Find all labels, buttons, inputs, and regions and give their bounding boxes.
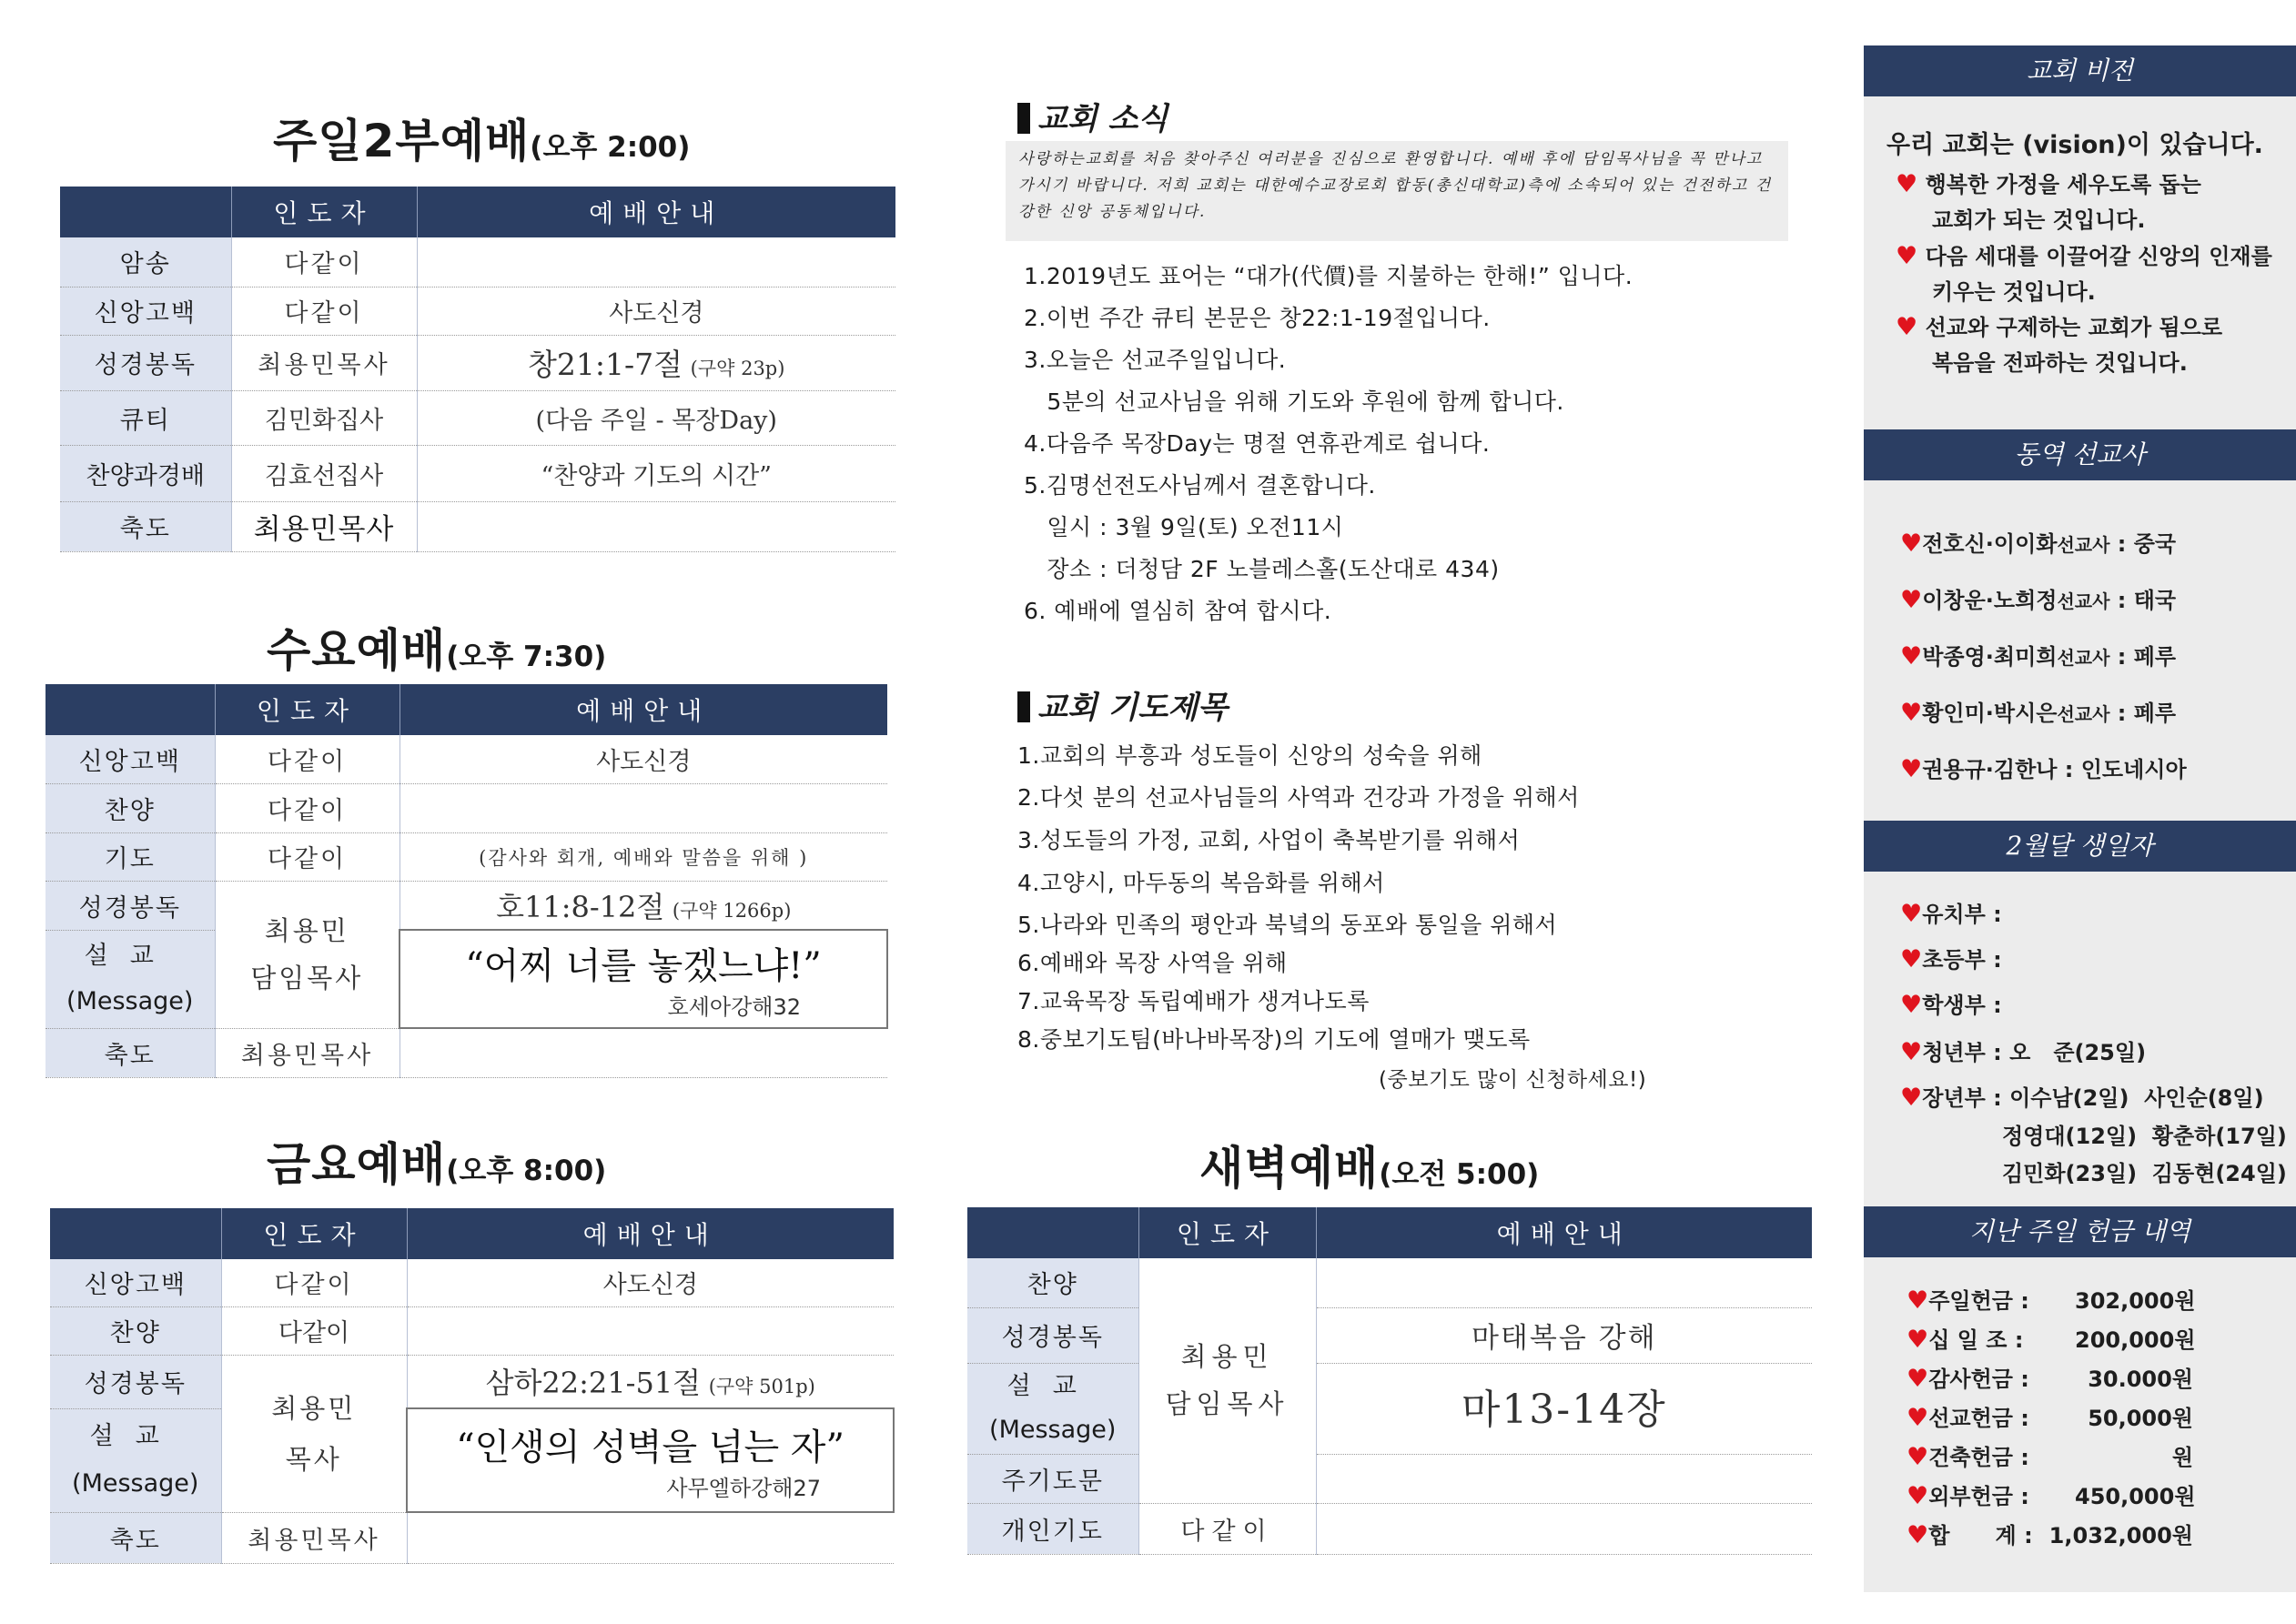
- table-header-row: [50, 1208, 894, 1259]
- heart-icon: ♥: [1900, 530, 1923, 558]
- prayer-item: 5.나라와 민족의 평안과 북녘의 동포와 통일을 위해서: [1017, 912, 1558, 938]
- heart-icon: ♥: [1896, 313, 1918, 341]
- heart-icon: ♥: [1907, 1286, 1929, 1315]
- vision-item-cont: 교회가 되는 것입니다.: [1932, 207, 2146, 233]
- vision-item-cont: 키우는 것입니다.: [1932, 279, 2096, 305]
- heart-icon: ♥: [1907, 1404, 1929, 1432]
- news-item: 5.김명선전도사님께서 결혼합니다.: [1024, 472, 1376, 499]
- birthday-item: ♥장년부 : 이수남(2일) 사인순(8일): [1900, 1084, 2264, 1112]
- birthday-item-cont: 김민화(23일) 김동현(24일): [2002, 1161, 2287, 1186]
- table-row: 축도 최용민목사: [50, 1512, 894, 1563]
- news-item: 6. 예배에 열심히 참여 합시다.: [1024, 598, 1332, 624]
- table-row: 성경봉독 최용민목사 창21:1-7절 (구약 23p): [60, 335, 895, 390]
- offering-label: ♥십 일 조 :: [1907, 1326, 2024, 1354]
- table-row: 성경봉독 최용민 담임목사 호11:8-12절 (구약 1266p): [46, 881, 887, 930]
- offering-label: ♥선교헌금 :: [1907, 1404, 2029, 1432]
- heart-icon: ♥: [1907, 1365, 1929, 1393]
- table-row: 축도 최용민목사: [46, 1028, 887, 1077]
- news-item: 2.이번 주간 큐티 본문은 창22:1-19절입니다.: [1024, 305, 1491, 331]
- heart-icon: ♥: [1907, 1443, 1929, 1471]
- table-row: 신앙고백 다같이 사도신경: [46, 735, 887, 783]
- table-row: 설교 (Message) 마13-14장: [967, 1363, 1812, 1454]
- prayer-item: 3.성도들의 가정, 교회, 사업이 축복받기를 위해서: [1017, 827, 1521, 853]
- offering-amount: 450,000원: [2075, 1484, 2196, 1509]
- missionary-item: ♥이창운·노희정선교사 : 태국: [1900, 586, 2177, 614]
- prayer-item: 6.예배와 목장 사역을 위해: [1017, 950, 1288, 976]
- heart-icon: ♥: [1900, 900, 1923, 928]
- table-row: 주기도문: [967, 1454, 1812, 1503]
- vision-item: ♥ 다음 세대를 이끌어갈 신앙의 인재를: [1896, 242, 2272, 270]
- dawn-title: 새벽예배(오전 5:00): [1199, 1142, 1540, 1195]
- missionary-item: ♥권용규·김한나 : 인도네시아: [1900, 755, 2187, 783]
- missionaries-heading: 동역 선교사: [1864, 429, 2296, 480]
- vision-heading: 교회 비전: [1864, 45, 2296, 96]
- friday-table: [50, 1208, 895, 1564]
- table-row: 성경봉독 최용민 목사 삼하22:21-51절 (구약 501p): [50, 1355, 894, 1408]
- prayer-item: 8.중보기도팀(바나바목장)의 기도에 열매가 맺도록: [1017, 1026, 1531, 1053]
- heart-icon: ♥: [1900, 945, 1923, 973]
- birthday-item: ♥초등부 :: [1900, 945, 2002, 973]
- table-row: 설교 (Message) “인생의 성벽을 넘는 자” 사무엘하강해27: [50, 1408, 894, 1512]
- heart-icon: ♥: [1907, 1521, 1929, 1549]
- col-info: 예배안내: [1316, 1207, 1812, 1258]
- col-info: 예배안내: [407, 1208, 894, 1259]
- birthdays-heading: 2월달 생일자: [1864, 821, 2296, 872]
- heart-icon: ♥: [1900, 991, 1923, 1019]
- birthday-item: ♥유치부 :: [1900, 900, 2002, 928]
- offering-amount: 302,000원: [2075, 1288, 2196, 1314]
- table-row: 성경봉독 마태복음 강해: [967, 1307, 1812, 1363]
- offering-total-label: ♥합 계 :: [1907, 1521, 2033, 1549]
- prayer-item: 2.다섯 분의 선교사님들의 사역과 건강과 가정을 위해서: [1017, 784, 1580, 811]
- col-leader: 인도자: [1138, 1207, 1316, 1258]
- col-leader: 인도자: [231, 187, 417, 237]
- missionary-item: ♥전호신·이이화선교사 : 중국: [1900, 530, 2177, 558]
- heart-icon: ♥: [1907, 1326, 1929, 1354]
- wednesday-title: 수요예배(오후 7:30): [267, 624, 607, 677]
- vision-item: ♥ 행복한 가정을 세우도록 돕는: [1896, 170, 2201, 198]
- table-row: 설교 (Message) “어찌 너를 놓겠느냐!” 호세아강해32: [46, 930, 887, 1028]
- prayer-item: 7.교육목장 독립예배가 생겨나도록: [1017, 988, 1370, 1014]
- table-header-row: [60, 187, 895, 237]
- vision-item-cont: 복음을 전파하는 것입니다.: [1932, 350, 2188, 376]
- missionary-item: ♥황인미·박시은선교사 : 페루: [1900, 699, 2177, 727]
- news-item: 4.다음주 목장Day는 명절 연휴관계로 쉽니다.: [1024, 430, 1491, 457]
- news-item: 5분의 선교사님을 위해 기도와 후원에 함께 합니다.: [1024, 388, 1564, 415]
- table-header-row: [46, 684, 887, 735]
- offering-total-amount: 1,032,000원: [2048, 1523, 2193, 1548]
- heart-icon: ♥: [1900, 642, 1923, 671]
- prayer-item: 4.고양시, 마두동의 복음화를 위해서: [1017, 870, 1385, 896]
- prayer-note: (중보기도 많이 신청하세요!): [1379, 1068, 1647, 1092]
- table-row: 축도 최용민목사: [60, 501, 895, 551]
- offering-label: ♥감사헌금 :: [1907, 1365, 2029, 1393]
- table-row: 찬양 최용민 담임목사: [967, 1258, 1812, 1307]
- offering-label: ♥주일헌금 :: [1907, 1286, 2029, 1315]
- vision-intro: 우리 교회는 (vision)이 있습니다.: [1886, 131, 2263, 159]
- news-item: 장소 : 더청담 2F 노블레스홀(도산대로 434): [1024, 556, 1500, 582]
- vision-item: ♥ 선교와 구제하는 교회가 됨으로: [1896, 313, 2223, 341]
- sunday2-table: [60, 187, 895, 552]
- birthday-item: ♥청년부 : 오 준(25일): [1900, 1038, 2147, 1066]
- table-row: 개인기도 다같이: [967, 1503, 1812, 1554]
- prayer-heading: 교회 기도제목: [1017, 682, 1228, 727]
- table-row: 찬양 다같이: [50, 1306, 894, 1355]
- welcome-message: 사랑하는교회를 처음 찾아주신 여러분을 진심으로 환영합니다. 예배 후에 담임목사님을 꼭 만나고 가시기 바랍니다. 저희 교회는 대한예수교장로회 합동(총신대학교)측에 소속되어 있는 건전하고 건강한 신앙 공동체입니다.: [1006, 141, 1788, 241]
- friday-title: 금요예배(오후 8:00): [267, 1138, 607, 1191]
- prayer-item: 1.교회의 부흥과 성도들이 신앙의 성숙을 위해: [1017, 742, 1482, 769]
- table-row: 암송 다같이: [60, 237, 895, 287]
- wednesday-table: [46, 684, 888, 1078]
- heart-icon: ♥: [1900, 1084, 1923, 1112]
- dawn-table: [967, 1207, 1812, 1555]
- offering-label: ♥외부헌금 :: [1907, 1482, 2029, 1510]
- heart-icon: ♥: [1900, 699, 1923, 727]
- table-row: 신앙고백 다같이 사도신경: [50, 1259, 894, 1306]
- heart-icon: ♥: [1896, 170, 1918, 198]
- heart-icon: ♥: [1900, 1038, 1923, 1066]
- col-leader: 인도자: [215, 684, 400, 735]
- offering-label: ♥건축헌금 :: [1907, 1443, 2029, 1471]
- offering-heading: 지난 주일 헌금 내역: [1864, 1206, 2296, 1257]
- table-header-row: [967, 1207, 1812, 1258]
- birthday-item: ♥학생부 :: [1900, 991, 2002, 1019]
- table-row: 큐티 김민화집사 (다음 주일 - 목장Day): [60, 390, 895, 445]
- offering-amount: 원: [2171, 1445, 2193, 1470]
- birthday-item-cont: 정영대(12일) 황춘하(17일): [2002, 1124, 2287, 1149]
- col-info: 예배안내: [400, 684, 887, 735]
- heart-icon: ♥: [1896, 242, 1918, 270]
- table-row: 기도 다같이 (감사와 회개, 예배와 말씀을 위해 ): [46, 832, 887, 881]
- news-item: 일시 : 3월 9일(토) 오전11시: [1024, 514, 1344, 540]
- heart-icon: ♥: [1900, 755, 1923, 783]
- offering-amount: 50,000원: [2088, 1406, 2193, 1431]
- heart-icon: ♥: [1900, 586, 1923, 614]
- sunday2-title: 주일2부예배(오후 2:00): [273, 115, 691, 167]
- missionary-item: ♥박종영·최미희선교사 : 페루: [1900, 642, 2177, 671]
- table-row: 찬양과경배 김효선집사 “찬양과 기도의 시간”: [60, 445, 895, 501]
- heading-bar: [1017, 691, 1030, 722]
- table-row: 찬양 다같이: [46, 783, 887, 832]
- col-info: 예배안내: [417, 187, 895, 237]
- table-row: 신앙고백 다같이 사도신경: [60, 287, 895, 335]
- heading-bar: [1017, 103, 1030, 134]
- news-item: 3.오늘은 선교주일입니다.: [1024, 347, 1287, 373]
- offering-amount: 200,000원: [2075, 1327, 2196, 1353]
- offering-amount: 30.000원: [2088, 1367, 2193, 1392]
- news-heading: 교회 소식: [1017, 94, 1168, 138]
- news-item: 1.2019년도 표어는 “대가(代價)를 지불하는 한해!” 입니다.: [1024, 263, 1633, 289]
- heart-icon: ♥: [1907, 1482, 1929, 1510]
- col-leader: 인도자: [221, 1208, 407, 1259]
